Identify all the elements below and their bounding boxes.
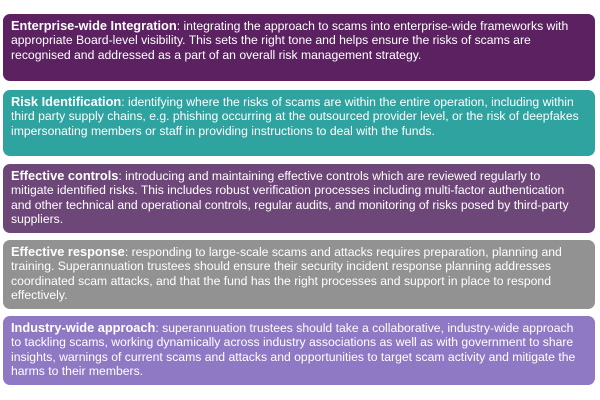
card-text: : identifying where the risks of scams are within the entire operation, including within third party supply chains, e.g. phishing occurring at the outsourced provider level, or the risk of deepfakes impersonating members or staff in providing instructions to deal with the funds. [11,95,579,138]
card-title: Effective response [11,244,125,259]
card-industry-wide-approach [3,316,595,385]
card-risk-identification [3,90,595,156]
card-text: : introducing and maintaining effective controls which are reviewed regularly to mitigate identified risks. This includes robust verification processes including multi-factor authentication and other technical and operational controls, regular audits, and monitoring of risks posed by third-party suppliers. [11,169,569,227]
card-text: : responding to large-scale scams and attacks requires preparation, planning and training. Superannuation trustees should ensure their security incident response planning addresses coordinated scam attacks, and that the fund has the right processes and support in place to respond effectively. [11,245,562,303]
card-title: Effective controls [11,168,119,183]
card-text: : integrating the approach to scams into enterprise-wide frameworks with appropriate Board-level visibility. This sets the right tone and helps ensure the risks of scams are recognised and addressed as a part of an overall risk management strategy. [11,19,569,62]
card-enterprise-wide-integration [3,14,595,81]
card-effective-controls [3,164,595,233]
card-title: Enterprise-wide Integration [11,18,177,33]
card-title: Industry-wide approach [11,320,156,335]
card-text: : superannuation trustees should take a collaborative, industry-wide approach to tackling scams, working dynamically across industry associations as well as with government to share insights, warnings of current scams and attacks and opportunities to target scam activity and mitigate the harms to their members. [11,321,576,379]
card-effective-response [3,240,595,309]
card-title: Risk Identification [11,94,122,109]
